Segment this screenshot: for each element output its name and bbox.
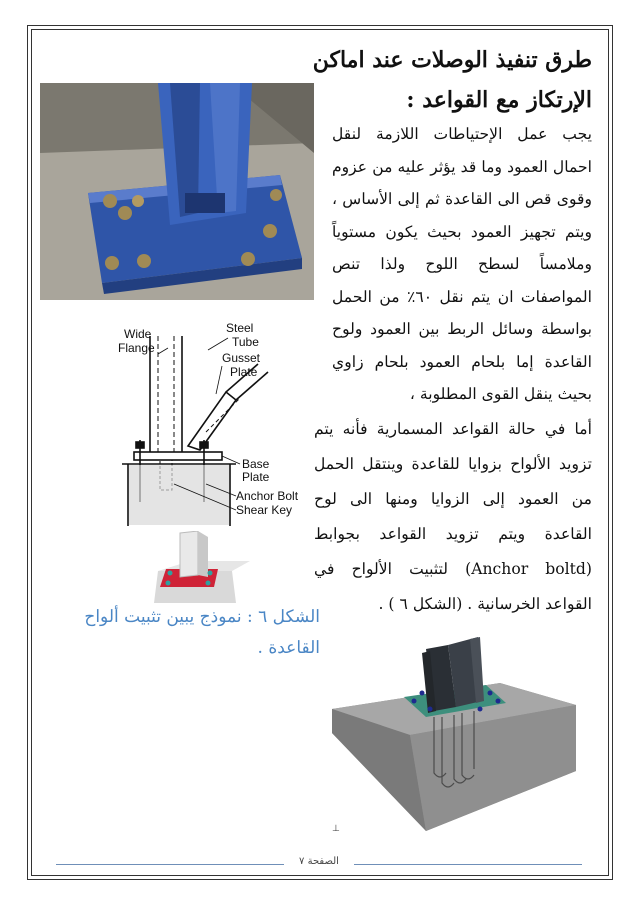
paragraph-load-transfer: يجب عمل الإحتياطات اللازمة لنقل احمال العمود وما قد يؤثر عليه من عزوم وقوى قص الى القاعدة ثم إلى الأساس ، ويتم تجهيز العمود بحيث يكون مستوياً وملامساً لسطح اللوح ولذا تنص المواصفات ان يتم نقل ٦٠٪ من الحمل بواسطة وسائل الربط بين العمود ولوح القاعدة إما بلحام العمود بلحام زاوي بحيث ينقل القوى المطلوبة ، bbox=[332, 125, 592, 403]
render-small-column-base bbox=[140, 531, 250, 603]
page-footer bbox=[56, 856, 582, 872]
label-gusset-plate-1: Gusset bbox=[222, 351, 261, 365]
section-heading: طرق تنفيذ الوصلات عند اماكن الإرتكاز مع القواعد : bbox=[312, 47, 592, 113]
label-base-plate-2: Plate bbox=[242, 470, 270, 484]
axis-indicator: ⊥ bbox=[332, 823, 340, 833]
label-wide-flange-2: Flange bbox=[118, 341, 155, 355]
label-shear-key: Shear Key bbox=[236, 503, 293, 517]
page-number: الصفحة ٧ bbox=[299, 856, 339, 867]
paragraph-anchor-bolts: أما في حالة القواعد المسمارية فأنه يتم تزويد الألواح بزوايا للقاعدة وينتقل الحمل من العمود إلى الزوايا ومنها الى لوح القاعدة ويتم تزويد القواعد بجوابط (Anchor boltd) لتثبيت الألواح في القواعد الخرسانية . (الشكل ٦ ) . bbox=[314, 420, 592, 613]
label-steel-tube-2: Tube bbox=[232, 335, 259, 349]
figure-caption: الشكل ٦ : نموذج يبين تثبيت ألواح القاعدة . bbox=[84, 607, 320, 658]
photo-column-base bbox=[40, 83, 314, 300]
label-steel-tube-1: Steel bbox=[226, 321, 254, 335]
diagram-base-plate bbox=[108, 314, 320, 536]
label-gusset-plate-2: Plate bbox=[230, 365, 258, 379]
label-anchor-bolt: Anchor Bolt bbox=[236, 489, 299, 503]
label-base-plate-1: Base bbox=[242, 457, 270, 471]
label-wide-flange-1: Wide bbox=[124, 327, 152, 341]
render-concrete-footing bbox=[330, 613, 582, 839]
